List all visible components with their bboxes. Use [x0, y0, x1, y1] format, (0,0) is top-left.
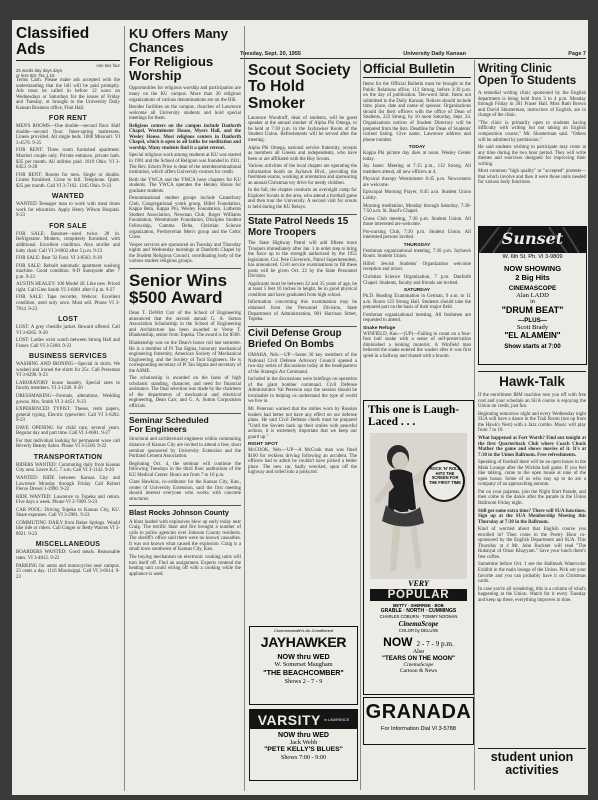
article-paragraph: Various activities of the local chapter are operating the information booth on Jayhawk Blvd., providing the freshmen exams, working at orientation and sponsoring an annual Christmas toy drive for needy children. — [248, 164, 357, 186]
movie-also-sub2: Cartoon & News — [399, 668, 438, 674]
rates-row: one two four — [96, 63, 120, 68]
varsity-title: "PETE KELLY'S BLUES" — [264, 746, 343, 753]
classified-ad: EXPERIENCED TYPIST: Theses, term papers, general typing. Electric typewriter. Call VI 3-6282. 9-23 — [16, 407, 120, 424]
classified-section-head: TRANSPORTATION — [33, 453, 103, 461]
senior-headline-line: Senior Wins — [129, 270, 228, 290]
sunset-shows: Show starts at 7:00 — [504, 343, 561, 350]
masthead — [240, 47, 586, 59]
sunset-logo: Sunset — [501, 229, 564, 248]
seminar-headline-line: Seminar Scheduled — [129, 415, 209, 426]
varsity-tag: in LAWRENCE — [323, 717, 350, 722]
classified-ad: RIDERS WANTED: Commuting daily from Kansas City area. Leave K.C. 7 a.m. Call VI 3-1142. 9-20 — [16, 462, 120, 474]
movie-cast: BETTY · SHERREE · BOB — [393, 603, 444, 608]
classified-ad: FOR SALE: Rebuilt automatic apartment washing machine. Good condition. 8-D Sunnyside after 7 p.m. 9-23 — [16, 263, 120, 280]
divider — [248, 326, 357, 327]
movie-also-sub: CinemaScope — [403, 662, 434, 668]
classified-ad: DRESSMAKING—Formals, alterations. Wedding gowns. Mrs. Smith VI 3-4451. 9-23 — [16, 393, 120, 405]
bulletin-column — [363, 62, 471, 397]
article-paragraph: Speaking of football there will be an open house in the Main Lounge after the Wichita ball game. If you feel like talking, come to the open house at nine of the open house. Some of us who stay up to do are a company of an approaching autumn. — [478, 460, 586, 488]
article-paragraph: OMAHA, Neb.—UP—Some 30 key members of the National Civil Defense Advisory Council opened a two-day series of discussions today at the headquarters of the Strategic Air Command. — [248, 353, 357, 375]
divider — [248, 214, 357, 215]
classified-ad: RIDE WANTED: Lawrence to Topeka and return. Five days a week. Phone VI 3-7009. 9-23 — [16, 494, 120, 506]
classified-ad: AUSTIN HEALEY: 100 Model 20. Like new. Priced right. Call Glen Smith VI 3-6001 after 6 p.m. 9-27 — [16, 282, 120, 293]
news-column-3 — [248, 62, 357, 622]
article-paragraph: Included in the discussions were briefings on operation of the giant bomber command. Civil Defense Administrator Val Peterson says the session should be invaluable in helping us understand the type of world we live in. — [248, 377, 357, 405]
senior-article — [129, 311, 241, 409]
column-rule — [474, 60, 475, 790]
bulletin-intro: Items for the Official Bulletin must be brought to the Public Relations office, 112 Strong, before 3:30 p.m. on the day of publication. Ten-word limit. Items not submitted to the Daily Kansan. Notices should include time, place, date and name of sponsor. Organizations should list their officers with the office of Dean of Students, 223 Strong, by 10 noon Saturday, Sept. 24. Organizations notices of Student Directory will be prepared from the lists. Deadline for Dean of Students' current listing. Give name, Lawrence address and phone number. — [363, 82, 471, 143]
bulletin-item: Kappa Phi picture day dues at noon. Wesley Center today. — [363, 151, 471, 162]
right-spot-article — [248, 448, 357, 476]
article-paragraph: If the enrollment IBM machine tore you off with free cost and your schedule an SUA course is enjoying the Union on credit, just fun. — [478, 393, 586, 410]
masthead-page: Page 7 — [568, 51, 586, 57]
sunset-ad — [478, 226, 587, 365]
sunset-plus: —PLUS— — [518, 317, 547, 324]
jayhawker-logo: JAYHAWKER — [250, 634, 357, 650]
movie-also-title: "TEARS ON THE MOON" — [382, 655, 455, 662]
varsity-now: NOW thru WED — [278, 732, 329, 739]
movie-now: NOW — [383, 635, 413, 649]
jayhawker-title: "THE BEACHCOMBER" — [263, 668, 344, 677]
article-paragraph: Alpha Phi Omega, national service fraternity, accepts as members all Greeks and independents, who have been or are affiliated with the Boy Scouts. — [248, 145, 357, 162]
jayhawker-ad — [249, 626, 358, 705]
article-paragraph: The buying mechanism on electronic cooking units will turn itself off. Find an assignment. Experts contend the heating unit could wiring off with a cooking while the appliance is used. — [129, 555, 241, 577]
divider — [129, 268, 241, 269]
newspaper-page — [12, 20, 588, 795]
article-paragraph: McCOOK, Neb.—UP—A McCook man was fined $100 for reckless driving following an accident. The officers had to admit he couldn't have picked a better place. The new car, badly wrecked, spun off the highway and rolled into a junkyard. — [248, 448, 357, 476]
article-paragraph: Put on your pajamas, join the Night Shirt Parade, and then come to the dance after the parade in the Union Ballroom Friday night. — [478, 489, 586, 507]
civil-headline: Civil Defense Group Briefed On Bombs — [248, 328, 342, 350]
article-paragraph: Structural and architectural engineers within commuting distance of Kansas City are invited to attend a free, short seminar sponsored by University Extension and the Portland Cement Association. — [129, 437, 241, 460]
sunset-logo-bar — [479, 227, 586, 253]
bulletin-item: Chess Club meeting, 7:30 p.m. Student Union. All those interested are welcome. — [363, 216, 471, 228]
sunset-now: NOW SHOWING — [503, 264, 562, 273]
movie-now-row — [364, 635, 473, 649]
patrol-article — [248, 241, 357, 323]
movie-title: POPULAR — [370, 589, 467, 601]
sunset-title-1: "DRUM BEAT" — [501, 305, 564, 315]
classified-ad: CAR POOL: Driving Topeka to Kansas City, KU. Share expenses. Call VI 3-2981. 9-23 — [16, 507, 120, 519]
movie-tagline: This one is Laugh-Laced . . . — [368, 404, 460, 428]
article-paragraph: In the fall, the chapter conducts an overnight camp for Explorer Scouts in the area, who attend a football game and then tour the University. A second visit for scouts is held during the KU Relays. — [248, 188, 357, 210]
divider — [478, 371, 586, 372]
blast-article — [129, 520, 241, 577]
bulletin-item: Episcopal Morning Prayer, 6:45 a.m. Student Union Lobby. — [363, 190, 471, 201]
movie-times: 2 - 7 - 9 p.m. — [416, 640, 454, 648]
right-spot-head: RIGHT SPOT — [248, 442, 278, 448]
classified-ad: WANTED Teenager man to work with meal times work for education. Apply Henry Wilson Hospital. 9-23 — [16, 202, 120, 219]
senior-headline — [129, 272, 241, 308]
sunset-address: W. 6th St. Ph. VI 3-9809 — [502, 254, 563, 260]
seminar-headline-line: For Engineers — [129, 424, 187, 435]
article-paragraph: Laurence Woodruff, dean of students, will be guest speaker at the annual smoker of Alpha Phi Omega, to be held at 7:30 p.m. in the Jayhawker Room of the Student Union. Refreshments will be served after the meeting. — [248, 115, 357, 143]
classified-section-head: WANTED — [51, 193, 85, 201]
scout-article — [248, 116, 357, 211]
article-paragraph: "The clinic is primarily open to students having difficulty with writing but not taking an English composition course," Mr. Shusterman said. "Others will be admitted by permission." — [478, 120, 586, 143]
varsity-logo: VARSITY — [257, 711, 321, 728]
writing-article — [478, 91, 586, 186]
classified-ad: LOST: A grey chenille jacket. Reward offered. Call VI 3-6265. 9-20 — [16, 325, 120, 336]
movie-also: Also — [412, 649, 425, 655]
granada-ad — [363, 697, 474, 745]
seminar-headline — [129, 416, 241, 434]
sunset-star2: Scott Brady — [516, 324, 549, 331]
varsity-star: Jack Webb — [289, 739, 318, 746]
rates-row: 25 words day days days — [16, 68, 63, 73]
varsity-logo-bar — [250, 710, 357, 729]
news-column-5 — [478, 62, 586, 222]
bulletin-item: Ph.D. Reading Examination in German, 9 a.m. to 11 a.m. Room 123 Strong Hall. Students should take the prepared part on the basis of their major field. — [363, 294, 471, 311]
bulletin-item: Freshman organizational meeting. All freshmen are requested to attend. — [363, 312, 471, 324]
classified-title: Classified Ads — [16, 26, 120, 61]
sunset-star: Alan LADD — [516, 292, 549, 299]
bulletin-item: Freshman organizational meeting, 7:30 p.m. Jayhawk Room. Student Union. — [363, 248, 471, 260]
classified-ad: For that individual looking for permanent wave call Beverly Beauty Salon. Phone VI 3-5560. 9-22 — [16, 438, 120, 450]
varsity-ad — [249, 709, 358, 781]
sunset-title-2: "EL ALAMEIN" — [504, 331, 561, 340]
bulletin-item: Christian Science Organization, 7 p.m. Danforth Chapel. Students, faculty and friends are invited. — [363, 274, 471, 286]
hawk-talk-column — [478, 368, 586, 746]
article-paragraph: Applicants must be between 22 and 35 years of age, be at least 5 feet 10 inches in height, be in good physical condition and have graduated from high school. — [248, 281, 357, 298]
student-union-activities: student union activities — [490, 750, 574, 777]
bulletin-item: Jay Janes: Meeting at 7:15 p.m., 112 Strong. All members attend, all new officers at 4. — [363, 164, 471, 175]
worship-headline-line: KU Offers Many Chances — [129, 26, 228, 55]
classified-section-head: LOST — [58, 316, 78, 324]
classified-rates — [16, 63, 120, 78]
news-column-2 — [129, 26, 241, 791]
granada-logo: GRANADA — [365, 701, 472, 723]
jayhawker-star: W. Somerset Maugham — [274, 661, 333, 668]
classified-ad: FOR RENT: Three room furnished apartment. Married couple only. Private entrance, private bath. $35 per month. All utilities paid. 1019 Ohio. VI 3-8453. 9-28 — [16, 148, 120, 171]
classified-ad: BOARDERS WANTED: Good meals. Reasonable rates. VI 3-4812. 9-22 — [16, 550, 120, 561]
article-paragraph: Mr. Peterson warned that the smiles worn by Russian leaders had better not have any effect on our defense plans. He said Civil Defense chiefs must be prepared "Until the Soviets back up their smiles with peaceful actions, it is extremely important that we keep our guard up." — [248, 407, 357, 440]
seminar-article — [129, 437, 241, 502]
classified-ad: COMMUTING DAILY from Baker Springs. Would like ride or riders. Call Ginger or Betty Warren VI 3-8921. 9-23 — [16, 520, 120, 537]
bulletin-title: Official Bulletin — [363, 63, 471, 78]
worship-article — [129, 86, 241, 264]
article-paragraph: What happened at Fort Worth? Find out tonight at the first Quarterback Club where Coach Chuck Mather the game and shows movies of it. It's at 7:30 in the Union Ballroom. Free refreshments. — [478, 436, 586, 458]
bulletin-day-head: THURSDAY — [403, 242, 431, 248]
movie-cast: GRABLE · NORTH · CUMMINGS — [380, 608, 457, 614]
article-paragraph: Opportunities for religious worship and participation are many on the KU campus. More than 20 religious organizations of various denominations are on the Hill. — [129, 86, 241, 103]
classified-section-head: MISCELLANEOUS — [35, 541, 101, 549]
divider — [129, 413, 241, 414]
granada-phone: For Information Dial VI 3-5788 — [381, 726, 456, 732]
article-paragraph: The State Highway Patrol will add fifteen more Troopers immediately after Jan. 1 in order step to bring the force up to the strength authorized by the 1955 legislature, Col. Pete Glovereck, Patrol Superintendent, has announced. Civil service examinations to fill these posts will be given Oct. 22 by the State Personnel Division. — [248, 240, 357, 280]
classified-ad: FOR SALE: Beat '32 Ford. VI 3-8563. 9-20 — [16, 256, 102, 262]
bulletin-item: Physical therapy Westminster 8:45 p.m. Newcomers are welcome. — [363, 177, 471, 188]
worship-headline-line: For Religious Worship — [129, 53, 214, 83]
article-paragraph: Beginning tomorrow night and every Wednesday night SUA will have a dance in the Trail Room (not up from the Hawk's Nest) with a Jazz combo. Music will play from 7 to 10. — [478, 411, 586, 434]
article-paragraph: Still got some extra time? There will SUA functions. Sign up at the SUA Membership Meeting this Thursday at 7:30 in the Ballroom. — [478, 508, 586, 525]
rates-row: or less 50c 75c 1.15 — [16, 73, 55, 78]
classified-sections — [16, 115, 120, 580]
article-paragraph: Denominational student groups include Canterbury Club, Congregational youth group, Hillel Foundation, Kappa Beta, Kappa Phi, Wesley Foundation, Lutheran Student Association, Newman Club, Roger Williams Foundation, Westminster Foundation, Disciples Student Fellowship, Gamma Delta, Christian Science organization, Presbyterian Men's group and the Celtic Cross. — [129, 196, 241, 241]
movie-cast: CHARLES COBURN · TOMMY NOONAN — [379, 614, 458, 619]
article-paragraph: Sometime before Oct. 1 see the Hallmark Watercolor Exhibit in the main lounge of the Union. Pick out your favorite and you can probably have it on Christmas cards. — [478, 562, 586, 585]
sunset-scope: CINEMASCOPE — [508, 285, 557, 292]
article-paragraph: Dean T. DeWitt Carr of the School of Engineering announced that the second annual G. A. Sutton Association Scholarship in the School of Engineering and Architecture has been awarded to Verne T. Blankenship, senior from Topeka. The award is for $500. — [129, 311, 241, 339]
masthead-paper: University Daily Kansan — [403, 51, 466, 57]
classified-ad: LABORATORY house laundry. Special rates to faculty members. VI 3-1246. 9-20 — [16, 380, 120, 392]
snake-text: WINFIELD, Kan.—(UP)—Failing to count on a four-foot bull snake with a sense of self-preservation diminished a looking motorist. A Winfield man believed the snake entered the washer after it was first spied in a hallway and chased with a broom. — [363, 331, 471, 359]
writing-headline-line: Open To Students — [478, 75, 577, 88]
article-paragraph: Kind of worried about that English course you enrolled in? Then come to the Poetry Hour co-sponsored by the English Department and SUA. This Thursday at 4 Mr. John Buckner will read "The Rubaiyat of Omar Khayyam." Save your lunch there's free coffee. — [478, 527, 586, 560]
article-paragraph: A blast loaded with explosives blew up early today near Craig. The terrific blast and fire brought a number of calls to police agencies over Johnson County residents. The sheriff's office said there were no known casualties. It was not known what caused the explosion. Craig is a small town southwest of Kansas City, Kan. — [129, 519, 241, 553]
article-paragraph: Beginning Oct. 4, the seminar will continue the following Tuesdays in the third floor auditorium of the KU Medical Center. Hours are from 7 to 10 p.m. — [129, 461, 241, 478]
classified-section-head: BUSINESS SERVICES — [28, 353, 108, 361]
writing-headline-line: Writing Clinic — [478, 63, 552, 75]
bulletin-item: Pre-nursing Club, 7:30 p.m. Student Union. All interested persons invited. — [363, 229, 471, 241]
sunset-in: in — [530, 299, 535, 305]
article-paragraph: Special religious work among students at KU was started in 1901 and the School of Religion was founded in 1921. The Rev. Edwin Price is dean of the interdenominational institution, which offers University courses for credit. — [129, 153, 241, 176]
bulletin-groups — [363, 145, 471, 324]
article-paragraph: Information concerning this examination may be obtained from the Personnel Division, State Department of Administration, 801 Harrison Street, Topeka. — [248, 300, 357, 323]
article-paragraph: Most common "high quality" or "accepted" protests—that which involve and then it were those units needed for various body functions. — [478, 169, 586, 186]
bulletin-day-head: TODAY — [408, 145, 426, 151]
snake-head: Snake Refuge — [363, 325, 396, 331]
jayhawker-tag: Commonwealth's Air-Conditioned — [273, 628, 333, 633]
classified-section-head: FOR RENT — [48, 115, 88, 123]
masthead-date: Tuesday, Sept. 20, 1955 — [240, 51, 301, 57]
worship-headline — [129, 27, 241, 82]
article-paragraph: A remedial writing clinic sponsored by the English department is being held from 3 to 4 p.m. Monday through Friday in 301 Fraser Hall. Miss Ruth Brown and David Shusterman, instructors of English, are in charge of the clinic. — [478, 91, 586, 119]
civil-article — [248, 353, 357, 440]
article-paragraph: Blankenship was on the Dean's honor roll last semester. He is a member of Pi Tau Sigma, honorary mechanical engineering fraternity, American Society of Mechanical Engineering, and the Society of Tool Engineers. He is corresponding secretary of Pi Tau Sigma and secretary of the ASME. — [129, 340, 241, 374]
movie-title-top: VERY — [408, 579, 429, 588]
bulletin-item: Morning meditation, Monday through Saturday, 7:30-7:50 a.m. St. Basil's Chapel. — [363, 203, 471, 215]
article-paragraph: Clare Hawkins, co-ordinator for the Kansas City, Kan., center of University Extension, said the first meeting should interest everyone who works with concrete structures. — [129, 480, 241, 502]
article-paragraph: He said students wishing to participate may come at any time during the two hour period. They will write themes and exercises designed for improving their writing. — [478, 145, 586, 167]
poster-text: ROCK 'N' ROLL HITS THE SCREEN FOR THE FIRST TIME — [428, 466, 462, 485]
movie-poster — [364, 431, 473, 581]
divider — [129, 505, 241, 506]
classified-ad: PARKING for autos and motorcycles near campus. 25 cents a day. 1116 Mississippi. Call VI 3-6614. 9-23 — [16, 563, 120, 580]
article-paragraph: Religious centers on the campus include Danforth Chapel, Westminster House, Myers Hall, and the Wesley House. Most religious centers in Danforth Chapel, which is open to all faiths for meditation and worship. Many students find it a quiet retreat. — [129, 123, 241, 151]
article-paragraph: Vesper services are sponsored on Tuesday and Thursday nights and Wednesday mornings at Danforth Chapel by the Student Religious Council, coordinating body of the various student religious groups. — [129, 242, 241, 265]
classified-ad: FOR SALE: Tape recorder, Webcor. Excellent condition, used only once. Must sell. Phone VI 3-7814. 9-23 — [16, 295, 120, 312]
classified-ad: FOR RENT: Rooms for men. Single or double. Linens furnished. Close to hill. Telephone. Quiet. $25 per month. Call VI 3-7162. 1245 Ohio. 9-23 — [16, 172, 120, 189]
hawk-talk-article — [478, 393, 586, 603]
bulletin-item: Hillel: Jewish Students' Organization welcome reception and mixer. — [363, 261, 471, 273]
jayhawker-now: NOW thru WED — [277, 652, 330, 661]
column-rule — [244, 26, 245, 791]
classified-ad: DAVE OPENING for child care, several years. Regular day and part time. Call VI 3-6681. 9-27 — [16, 425, 120, 437]
article-paragraph: Besides facilities on the campus, churches of Lawrence welcome all University students and hold special meetings for them. — [129, 105, 241, 122]
classified-column — [16, 26, 120, 791]
classified-ad: FOR SALE: Bassinet—used twice. 28 in. Refrigerator. Modern, completely furnished, with additional. Excellent condition. Also stroller and baby chair. Call VI 3-6602 after 5 p.m. 9-23 — [16, 231, 120, 254]
article-paragraph: In case you're all wondering, this is a column of what's happening at the Union. Watch for it every Tuesday and keep up there, everything improves in time. — [478, 586, 586, 603]
blast-headline: Blast Rocks Johnson County — [129, 508, 229, 518]
classified-section-head: FOR SALE — [49, 222, 87, 230]
hawk-talk-headline: Hawk-Talk — [499, 374, 565, 389]
very-popular-ad — [363, 400, 474, 695]
movie-color: COLOR by DELUXE — [398, 628, 439, 633]
article-paragraph: The scholarship is awarded on the basis of high scholastic standing, character, and need for financial assistance. The final selection was made by the chairmen of the departments of mechanical and electrical engineering, Dean Carr, and G. A. Sutton Corporation officials. — [129, 376, 241, 409]
hawk-talk-footer — [478, 748, 586, 776]
classified-ad: LOST: Ladies wrist watch between Strong Hall and Fraser. Call VI 3-5180. 9-23 — [16, 338, 120, 349]
column-rule — [124, 26, 125, 791]
sunset-hits: 2 Big Hits — [515, 273, 550, 282]
article-paragraph: Both the YWCA and the YMCA have chapters for KU students. The YWCA operates the Henley House for graduate students. — [129, 177, 241, 194]
classified-ad: WASHING AND IRONING—Special in shirts. We washed and ironed the shirts for 25c. Call Pressman VI 3-6290. 9-23 — [16, 362, 120, 379]
bulletin-day-head: SATURDAY — [403, 288, 431, 294]
patrol-headline: State Patrol Needs 15 More Troopers — [248, 216, 349, 238]
classified-ad: WANTED: RIDE between Kansas City and Lawrence Monday through Friday. Call Robert Pierce Drexel 1-3990. 9-22 — [16, 475, 120, 493]
scout-headline: Scout Society To Hold Smoker — [248, 62, 351, 112]
senior-headline-line: $500 Award — [129, 288, 223, 308]
writing-headline — [478, 63, 586, 87]
classified-ad: MEN'S ROOMS—One double—second floor. Half double—second floor. Inner-spring mattresses. Linens provided. All single beds. 1000 Missouri. VI 3-4576. 9-25 — [16, 124, 120, 146]
classified-terms: Terms Cash. Please make ads accepted with the understanding that the bill will be paid promptly. Ads must be called in before 12 noon on Wednesdays or Saturdays for the issues of Friday and Tuesday, or brought to the University Daily Kansan Business office, Flint Hall. — [16, 78, 120, 111]
dancer-illustration — [364, 431, 473, 581]
jayhawker-shows: Shows 2 - 7 - 9 — [284, 678, 323, 685]
varsity-shows: Shows 7:00 - 9:00 — [280, 754, 327, 761]
movie-cinemascope: CinemaScope — [398, 620, 439, 628]
column-rule — [360, 60, 361, 790]
